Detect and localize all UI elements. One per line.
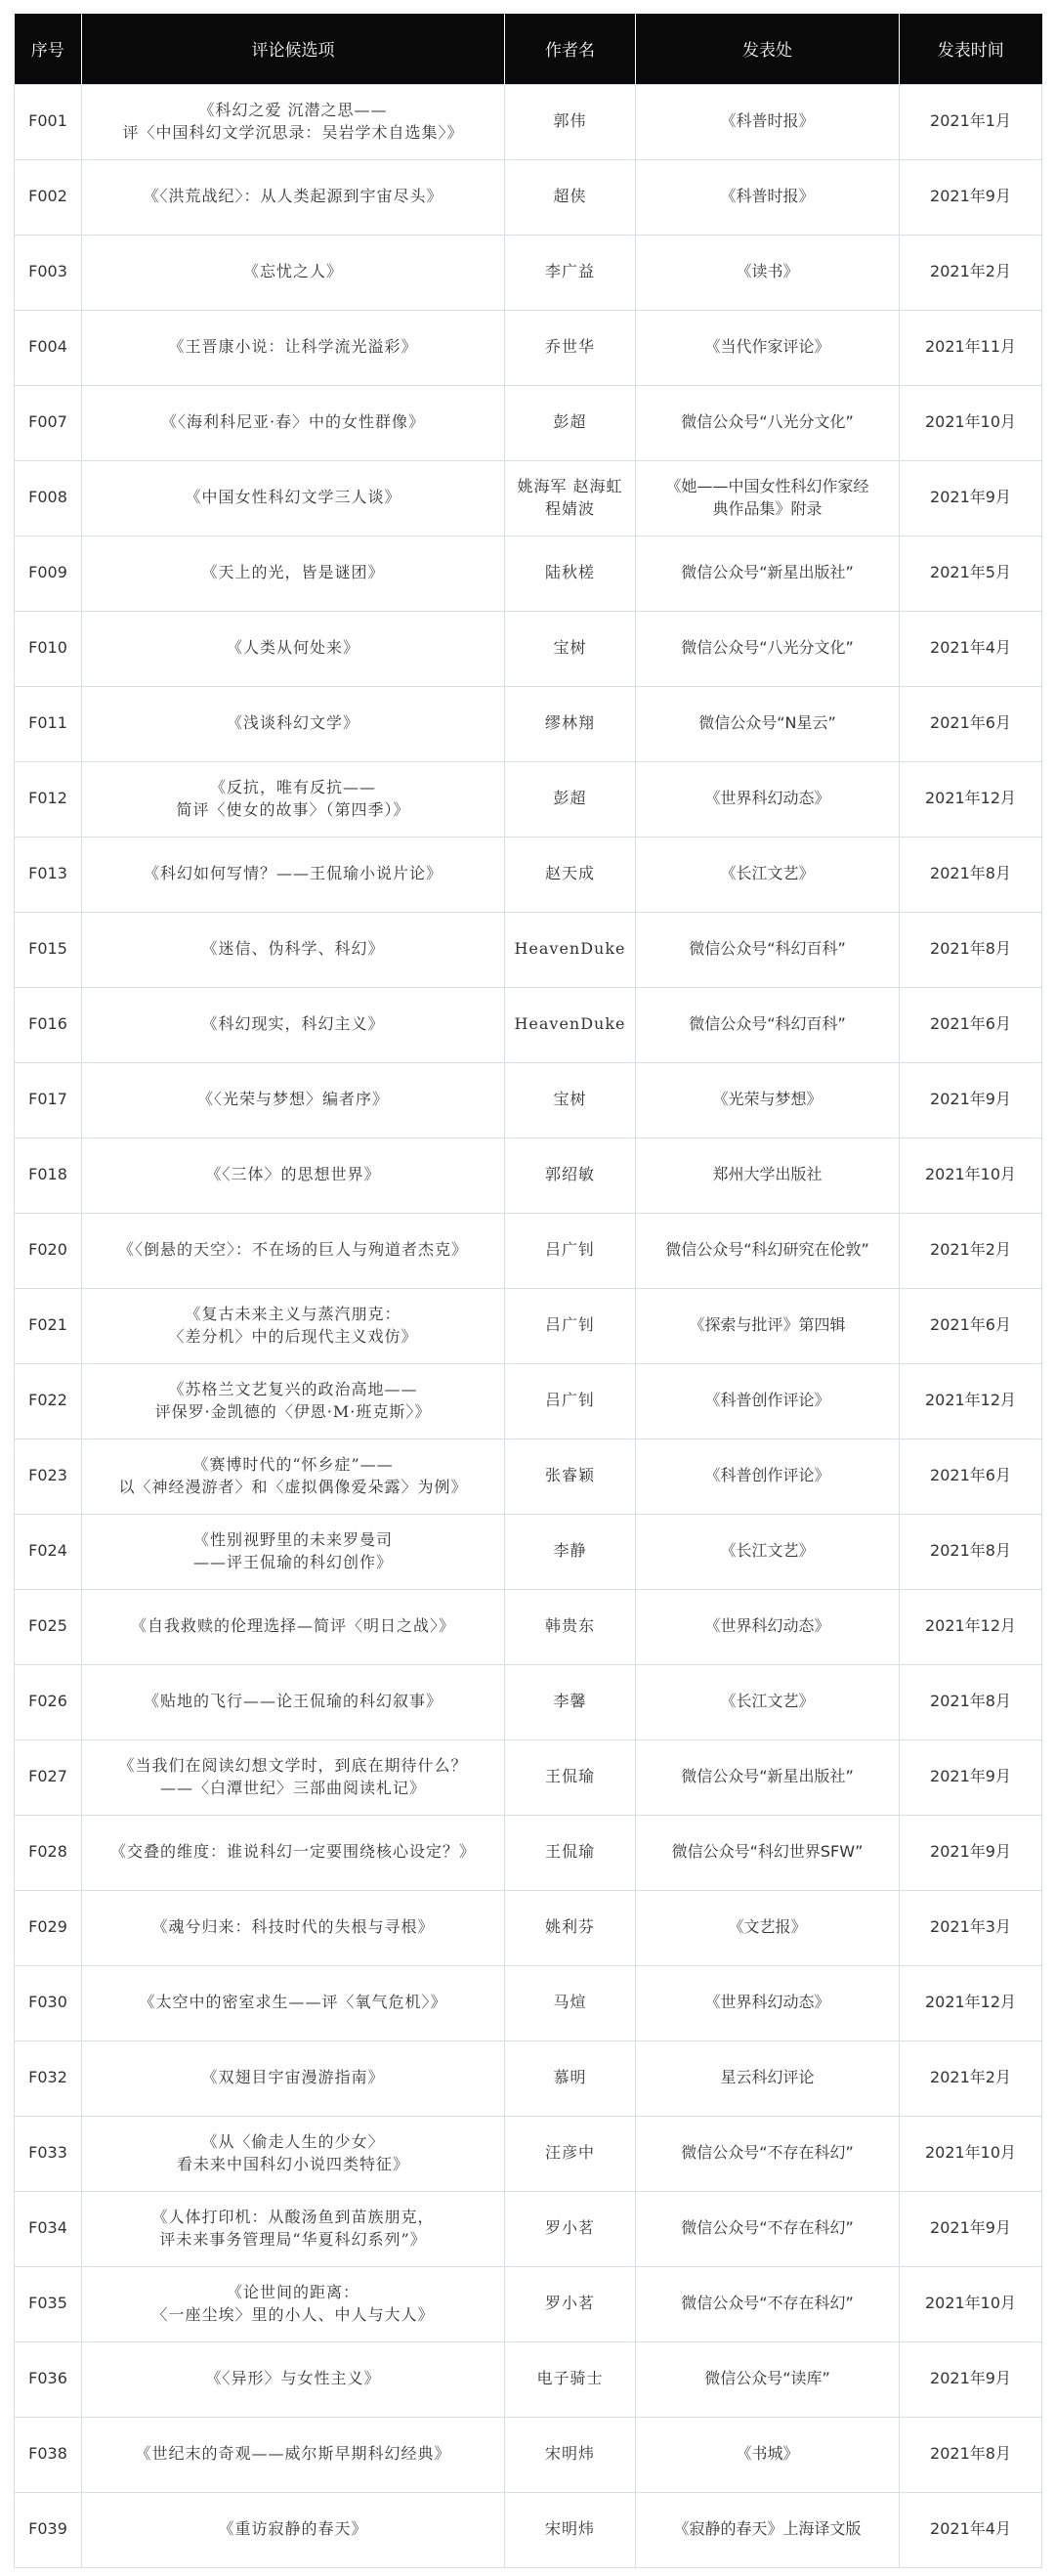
cell-date: 2021年9月	[900, 159, 1042, 235]
cell-publication: 微信公众号“不存在科幻”	[636, 2266, 900, 2341]
header-publication: 发表处	[636, 14, 900, 84]
cell-title: 《苏格兰文艺复兴的政治高地—— 评保罗·金凯德的〈伊恩·M·班克斯〉》	[82, 1363, 505, 1438]
cell-title: 《世纪末的奇观——威尔斯早期科幻经典》	[82, 2417, 505, 2492]
cell-date: 2021年6月	[900, 686, 1042, 761]
cell-publication: 星云科幻评论	[636, 2040, 900, 2116]
cell-publication: 《长江文艺》	[636, 1664, 900, 1739]
cell-date: 2021年12月	[900, 1363, 1042, 1438]
cell-title: 《交叠的维度：谁说科幻一定要围绕核心设定？》	[82, 1815, 505, 1890]
cell-title: 《人体打印机：从酸汤鱼到苗族朋克， 评未来事务管理局“华夏科幻系列”》	[82, 2191, 505, 2266]
header-author: 作者名	[505, 14, 636, 84]
cell-publication: 微信公众号“八光分文化”	[636, 611, 900, 686]
cell-author: 汪彦中	[505, 2116, 636, 2191]
table-row	[15, 611, 1042, 686]
cell-publication: 《书城》	[636, 2417, 900, 2492]
cell-date: 2021年4月	[900, 611, 1042, 686]
cell-publication: 《长江文艺》	[636, 1514, 900, 1589]
cell-publication: 《当代作家评论》	[636, 310, 900, 385]
cell-id: F004	[15, 310, 82, 385]
cell-id: F015	[15, 912, 82, 987]
header-id: 序号	[15, 14, 82, 84]
cell-title: 《从〈偷走人生的少女〉 看未来中国科幻小说四类特征》	[82, 2116, 505, 2191]
cell-title: 《太空中的密室求生——评〈氧气危机〉》	[82, 1965, 505, 2040]
cell-title: 《浅谈科幻文学》	[82, 686, 505, 761]
cell-id: F028	[15, 1815, 82, 1890]
cell-title: 《双翅目宇宙漫游指南》	[82, 2040, 505, 2116]
cell-title: 《忘忧之人》	[82, 235, 505, 310]
table-row	[15, 84, 1042, 159]
cell-author: HeavenDuke	[505, 987, 636, 1062]
table-row	[15, 1739, 1042, 1815]
cell-date: 2021年9月	[900, 1815, 1042, 1890]
cell-author: 乔世华	[505, 310, 636, 385]
cell-author: 赵天成	[505, 837, 636, 912]
cell-author: 郭绍敏	[505, 1138, 636, 1213]
cell-date: 2021年12月	[900, 1965, 1042, 2040]
cell-date: 2021年6月	[900, 1288, 1042, 1363]
cell-date: 2021年12月	[900, 761, 1042, 837]
cell-date: 2021年3月	[900, 1890, 1042, 1965]
cell-title: 《〈光荣与梦想〉编者序》	[82, 1062, 505, 1138]
cell-id: F002	[15, 159, 82, 235]
cell-title: 《科幻之爱 沉潜之思—— 评〈中国科幻文学沉思录：吴岩学术自选集〉》	[82, 84, 505, 159]
cell-author: 罗小茗	[505, 2191, 636, 2266]
cell-author: 李馨	[505, 1664, 636, 1739]
cell-id: F008	[15, 460, 82, 536]
cell-author: 宋明炜	[505, 2492, 636, 2567]
cell-author: 张睿颖	[505, 1438, 636, 1514]
cell-title: 《中国女性科幻文学三人谈》	[82, 460, 505, 536]
cell-publication: 微信公众号“不存在科幻”	[636, 2191, 900, 2266]
cell-date: 2021年8月	[900, 2417, 1042, 2492]
cell-date: 2021年2月	[900, 1213, 1042, 1288]
cell-date: 2021年2月	[900, 2040, 1042, 2116]
cell-publication: 微信公众号“科幻研究在伦敦”	[636, 1213, 900, 1288]
cell-date: 2021年12月	[900, 1589, 1042, 1664]
cell-title: 《论世间的距离： 〈一座尘埃〉里的小人、中人与大人》	[82, 2266, 505, 2341]
cell-publication: 《读书》	[636, 235, 900, 310]
cell-date: 2021年8月	[900, 837, 1042, 912]
cell-publication: 《寂静的春天》上海译文版	[636, 2492, 900, 2567]
table-row	[15, 1514, 1042, 1589]
cell-publication: 微信公众号“不存在科幻”	[636, 2116, 900, 2191]
cell-id: F016	[15, 987, 82, 1062]
table-row	[15, 2341, 1042, 2417]
table-row	[15, 310, 1042, 385]
cell-title: 《天上的光，皆是谜团》	[82, 536, 505, 611]
cell-id: F007	[15, 385, 82, 460]
cell-publication: 《她——中国女性科幻作家经 典作品集》附录	[636, 460, 900, 536]
cell-title: 《魂兮归来：科技时代的失根与寻根》	[82, 1890, 505, 1965]
table-row	[15, 1890, 1042, 1965]
cell-author: 缪林翔	[505, 686, 636, 761]
cell-publication: 《世界科幻动态》	[636, 761, 900, 837]
cell-date: 2021年6月	[900, 987, 1042, 1062]
cell-id: F009	[15, 536, 82, 611]
cell-title: 《〈倒悬的天空〉：不在场的巨人与殉道者杰克》	[82, 1213, 505, 1288]
cell-author: 彭超	[505, 385, 636, 460]
cell-id: F030	[15, 1965, 82, 2040]
table-row	[15, 1062, 1042, 1138]
cell-publication: 《科普时报》	[636, 159, 900, 235]
cell-author: 韩贵东	[505, 1589, 636, 1664]
cell-date: 2021年8月	[900, 1664, 1042, 1739]
cell-publication: 微信公众号“新星出版社”	[636, 1739, 900, 1815]
cell-id: F025	[15, 1589, 82, 1664]
cell-id: F039	[15, 2492, 82, 2567]
cell-title: 《王晋康小说：让科学流光溢彩》	[82, 310, 505, 385]
cell-author: 慕明	[505, 2040, 636, 2116]
cell-id: F036	[15, 2341, 82, 2417]
table-header	[15, 14, 1042, 84]
cell-id: F024	[15, 1514, 82, 1589]
table-row	[15, 761, 1042, 837]
table-row	[15, 912, 1042, 987]
cell-author: 姚海军 赵海虹 程婧波	[505, 460, 636, 536]
cell-id: F035	[15, 2266, 82, 2341]
cell-author: 彭超	[505, 761, 636, 837]
cell-author: 电子骑士	[505, 2341, 636, 2417]
cell-date: 2021年8月	[900, 1514, 1042, 1589]
cell-id: F022	[15, 1363, 82, 1438]
table-row	[15, 2040, 1042, 2116]
cell-title: 《人类从何处来》	[82, 611, 505, 686]
cell-author: 宝树	[505, 1062, 636, 1138]
cell-author: 宝树	[505, 611, 636, 686]
cell-id: F013	[15, 837, 82, 912]
table-row	[15, 1965, 1042, 2040]
cell-id: F018	[15, 1138, 82, 1213]
cell-title: 《〈三体〉的思想世界》	[82, 1138, 505, 1213]
cell-title: 《贴地的飞行——论王侃瑜的科幻叙事》	[82, 1664, 505, 1739]
cell-publication: 《科普创作评论》	[636, 1363, 900, 1438]
table-row	[15, 1288, 1042, 1363]
cell-date: 2021年10月	[900, 2116, 1042, 2191]
cell-publication: 微信公众号“新星出版社”	[636, 536, 900, 611]
cell-title: 《科幻现实，科幻主义》	[82, 987, 505, 1062]
cell-id: F021	[15, 1288, 82, 1363]
table-row	[15, 1815, 1042, 1890]
cell-publication: 《科普创作评论》	[636, 1438, 900, 1514]
table-body	[15, 84, 1042, 2567]
cell-publication: 《探索与批评》第四辑	[636, 1288, 900, 1363]
cell-publication: 郑州大学出版社	[636, 1138, 900, 1213]
cell-id: F034	[15, 2191, 82, 2266]
cell-author: 王侃瑜	[505, 1815, 636, 1890]
table-row	[15, 536, 1042, 611]
cell-date: 2021年9月	[900, 460, 1042, 536]
cell-date: 2021年4月	[900, 2492, 1042, 2567]
table-row	[15, 2116, 1042, 2191]
cell-title: 《当我们在阅读幻想文学时，到底在期待什么？ ——〈白潭世纪〉三部曲阅读札记》	[82, 1739, 505, 1815]
cell-publication: 微信公众号“N星云”	[636, 686, 900, 761]
cell-date: 2021年10月	[900, 385, 1042, 460]
cell-id: F011	[15, 686, 82, 761]
cell-author: 李广益	[505, 235, 636, 310]
cell-title: 《性别视野里的未来罗曼司 ——评王侃瑜的科幻创作》	[82, 1514, 505, 1589]
cell-date: 2021年2月	[900, 235, 1042, 310]
header-title: 评论候选项	[82, 14, 505, 84]
cell-author: 吕广钊	[505, 1288, 636, 1363]
cell-id: F023	[15, 1438, 82, 1514]
cell-id: F038	[15, 2417, 82, 2492]
cell-author: 马煊	[505, 1965, 636, 2040]
table-row	[15, 1363, 1042, 1438]
cell-id: F020	[15, 1213, 82, 1288]
cell-date: 2021年9月	[900, 2191, 1042, 2266]
table-row	[15, 1438, 1042, 1514]
table-row	[15, 1138, 1042, 1213]
cell-publication: 微信公众号“科幻百科”	[636, 987, 900, 1062]
cell-date: 2021年9月	[900, 2341, 1042, 2417]
table-row	[15, 686, 1042, 761]
cell-author: 罗小茗	[505, 2266, 636, 2341]
cell-publication: 微信公众号“读库”	[636, 2341, 900, 2417]
cell-id: F003	[15, 235, 82, 310]
cell-date: 2021年1月	[900, 84, 1042, 159]
table-row	[15, 2191, 1042, 2266]
cell-date: 2021年11月	[900, 310, 1042, 385]
candidate-table	[14, 14, 1042, 2568]
table-row	[15, 987, 1042, 1062]
cell-id: F027	[15, 1739, 82, 1815]
cell-id: F029	[15, 1890, 82, 1965]
cell-publication: 微信公众号“科幻世界SFW”	[636, 1815, 900, 1890]
cell-title: 《重访寂静的春天》	[82, 2492, 505, 2567]
cell-author: 陆秋槎	[505, 536, 636, 611]
cell-id: F032	[15, 2040, 82, 2116]
cell-author: 超侠	[505, 159, 636, 235]
cell-date: 2021年5月	[900, 536, 1042, 611]
cell-id: F017	[15, 1062, 82, 1138]
cell-date: 2021年10月	[900, 1138, 1042, 1213]
table-row	[15, 2266, 1042, 2341]
cell-title: 《自我救赎的伦理选择—简评〈明日之战〉》	[82, 1589, 505, 1664]
cell-title: 《〈海利科尼亚·春〉中的女性群像》	[82, 385, 505, 460]
cell-id: F010	[15, 611, 82, 686]
cell-date: 2021年10月	[900, 2266, 1042, 2341]
cell-title: 《〈洪荒战纪〉：从人类起源到宇宙尽头》	[82, 159, 505, 235]
table-row	[15, 1664, 1042, 1739]
cell-id: F001	[15, 84, 82, 159]
table-row	[15, 159, 1042, 235]
header-date: 发表时间	[900, 14, 1042, 84]
cell-title: 《反抗，唯有反抗—— 简评〈使女的故事〉（第四季）》	[82, 761, 505, 837]
cell-title: 《赛博时代的“怀乡症”—— 以〈神经漫游者〉和〈虚拟偶像爱朵露〉为例》	[82, 1438, 505, 1514]
cell-title: 《科幻如何写情？——王侃瑜小说片论》	[82, 837, 505, 912]
cell-title: 《复古未来主义与蒸汽朋克： 〈差分机〉中的后现代主义戏仿》	[82, 1288, 505, 1363]
cell-publication: 《世界科幻动态》	[636, 1589, 900, 1664]
cell-publication: 《文艺报》	[636, 1890, 900, 1965]
cell-author: 李静	[505, 1514, 636, 1589]
table-row	[15, 1213, 1042, 1288]
table-row	[15, 235, 1042, 310]
cell-publication: 《光荣与梦想》	[636, 1062, 900, 1138]
cell-publication: 《科普时报》	[636, 84, 900, 159]
cell-publication: 《长江文艺》	[636, 837, 900, 912]
cell-author: 郭伟	[505, 84, 636, 159]
table-row	[15, 460, 1042, 536]
cell-date: 2021年9月	[900, 1062, 1042, 1138]
cell-date: 2021年8月	[900, 912, 1042, 987]
cell-date: 2021年6月	[900, 1438, 1042, 1514]
cell-author: HeavenDuke	[505, 912, 636, 987]
table-row	[15, 837, 1042, 912]
cell-id: F026	[15, 1664, 82, 1739]
cell-author: 吕广钊	[505, 1363, 636, 1438]
cell-author: 宋明炜	[505, 2417, 636, 2492]
table-row	[15, 1589, 1042, 1664]
table-row	[15, 2492, 1042, 2567]
cell-title: 《迷信、伪科学、科幻》	[82, 912, 505, 987]
cell-author: 王侃瑜	[505, 1739, 636, 1815]
cell-publication: 微信公众号“科幻百科”	[636, 912, 900, 987]
cell-date: 2021年9月	[900, 1739, 1042, 1815]
cell-author: 吕广钊	[505, 1213, 636, 1288]
cell-publication: 《世界科幻动态》	[636, 1965, 900, 2040]
cell-title: 《〈异形〉与女性主义》	[82, 2341, 505, 2417]
cell-author: 姚利芬	[505, 1890, 636, 1965]
table-row	[15, 2417, 1042, 2492]
cell-publication: 微信公众号“八光分文化”	[636, 385, 900, 460]
cell-id: F033	[15, 2116, 82, 2191]
table-row	[15, 385, 1042, 460]
cell-id: F012	[15, 761, 82, 837]
